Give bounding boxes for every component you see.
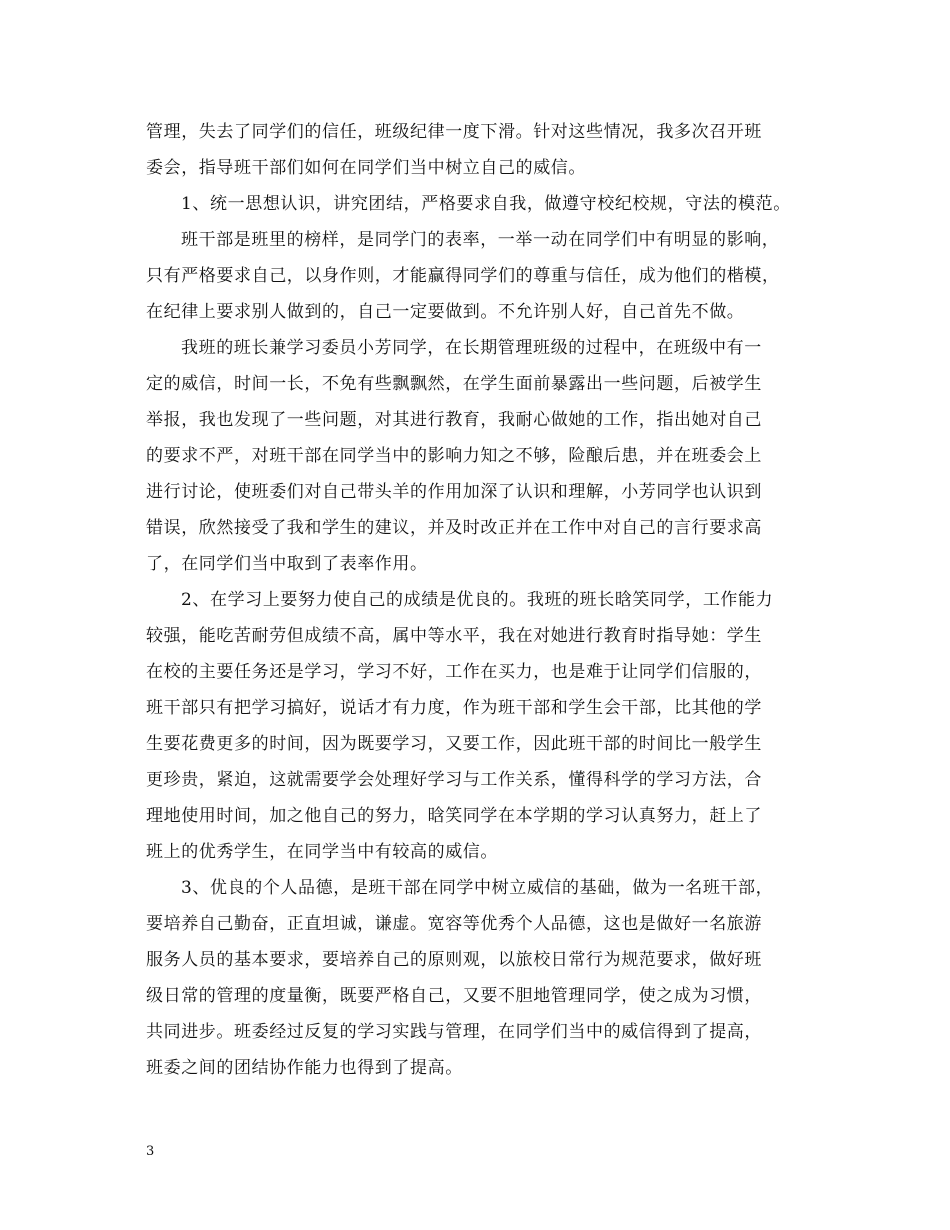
text-line: 了，在同学们当中取到了表率作用。 (146, 554, 428, 574)
text-line: 只有严格要求自己，以身作则，才能赢得同学们的尊重与信任，成为他们的楷模， (146, 266, 780, 286)
text-line: 班干部只有把学习搞好，说话才有力度，作为班干部和学生会干部，比其他的学 (146, 698, 762, 718)
text-line: 级日常的管理的度量衡，既要严格自己，又要不胆地管理同学，使之成为习惯， (146, 986, 762, 1006)
text-line: 3、优良的个人品德，是班干部在同学中树立威信的基础，做为一名班干部， (181, 878, 774, 898)
text-line: 进行讨论，使班委们对自己带头羊的作用加深了认识和理解，小芳同学也认识到 (146, 482, 762, 502)
text-line: 班干部是班里的榜样，是同学门的表率，一举一动在同学们中有明显的影响， (181, 230, 780, 250)
text-line: 管理，失去了同学们的信任，班级纪律一度下滑。针对这些情况，我多次召开班 (146, 122, 762, 142)
text-line: 服务人员的基本要求，要培养自己的原则观，以旅校日常行为规范要求，做好班 (146, 950, 762, 970)
text-line: 班上的优秀学生，在同学当中有较高的威信。 (146, 842, 498, 862)
text-line: 更珍贵，紧迫，这就需要学会处理好学习与工作关系，懂得科学的学习方法，合 (146, 770, 762, 790)
text-line: 我班的班长兼学习委员小芳同学，在长期管理班级的过程中，在班级中有一 (181, 338, 762, 358)
text-line: 理地使用时间，加之他自己的努力，晗笑同学在本学期的学习认真努力，赶上了 (146, 806, 762, 826)
text-line: 2、在学习上要努力使自己的成绩是优良的。我班的班长晗笑同学，工作能力 (181, 590, 774, 610)
text-line: 班委之间的团结协作能力也得到了提高。 (146, 1058, 463, 1078)
text-line: 委会，指导班干部们如何在同学们当中树立自己的威信。 (146, 158, 586, 178)
text-line: 在纪律上要求别人做到的，自己一定要做到。不允许别人好，自己首先不做。 (146, 302, 745, 322)
text-line: 错误，欣然接受了我和学生的建议，并及时改正并在工作中对自己的言行要求高 (146, 518, 762, 538)
text-line: 的要求不严，对班干部在同学当中的影响力知之不够，险酿后患，并在班委会上 (146, 446, 762, 466)
text-line: 生要花费更多的时间，因为既要学习，又要工作，因此班干部的时间比一般学生 (146, 734, 762, 754)
text-line: 较强，能吃苦耐劳但成绩不高，属中等水平，我在对她进行教育时指导她：学生 (146, 626, 762, 646)
text-line: 共同进步。班委经过反复的学习实践与管理，在同学们当中的威信得到了提高， (146, 1022, 762, 1042)
text-line: 1、统一思想认识，讲究团结，严格要求自我，做遵守校纪校规，守法的模范。 (181, 194, 791, 214)
text-line: 举报，我也发现了一些问题，对其进行教育，我耐心做她的工作，指出她对自己 (146, 410, 762, 430)
page-number: 3 (146, 1144, 155, 1159)
text-line: 在校的主要任务还是学习，学习不好，工作在买力，也是难于让同学们信服的， (146, 662, 762, 682)
text-line: 定的威信，时间一长，不免有些飘飘然，在学生面前暴露出一些问题，后被学生 (146, 374, 762, 394)
text-line: 要培养自己勤奋，正直坦诚，谦虚。宽容等优秀个人品德，这也是做好一名旅游 (146, 914, 762, 934)
